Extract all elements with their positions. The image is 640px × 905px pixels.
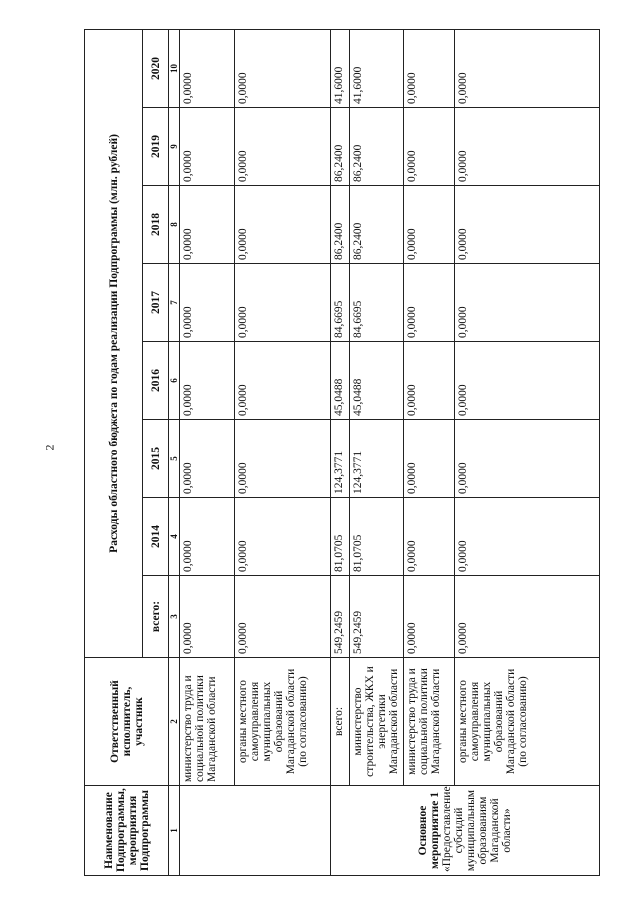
value-cell: 0,0000 xyxy=(180,29,235,107)
value-cell: 0,0000 xyxy=(180,108,235,186)
value-cell: 0,0000 xyxy=(455,342,600,420)
value-cell: 0,0000 xyxy=(404,342,455,420)
value-cell: 0,0000 xyxy=(235,342,331,420)
value-cell: 0,0000 xyxy=(235,264,331,342)
value-cell: 549,2459 xyxy=(331,576,350,658)
value-cell: 0,0000 xyxy=(235,498,331,576)
value-cell: 0,0000 xyxy=(455,498,600,576)
value-cell: 86,2400 xyxy=(331,186,350,264)
value-cell: 0,0000 xyxy=(455,186,600,264)
header-year: 2020 xyxy=(143,29,169,107)
column-index: 4 xyxy=(169,498,180,576)
value-cell: 549,2459 xyxy=(350,576,404,658)
column-index: 5 xyxy=(169,420,180,498)
value-cell: 86,2400 xyxy=(331,108,350,186)
value-cell: 0,0000 xyxy=(404,576,455,658)
value-cell: 45,0488 xyxy=(331,342,350,420)
column-index: 6 xyxy=(169,342,180,420)
value-cell: 86,2400 xyxy=(350,186,404,264)
responsible-cell: органы местного самоуправления муниципальных образований Магаданской области (по согласованию) xyxy=(455,658,600,786)
value-cell: 86,2400 xyxy=(350,108,404,186)
value-cell: 84,6695 xyxy=(350,264,404,342)
column-index: 2 xyxy=(169,658,180,786)
value-cell: 0,0000 xyxy=(180,342,235,420)
value-cell: 0,0000 xyxy=(404,108,455,186)
column-index: 10 xyxy=(169,29,180,107)
value-cell: 41,6000 xyxy=(331,29,350,107)
budget-table xyxy=(84,29,600,876)
column-index: 9 xyxy=(169,108,180,186)
header-responsible: Ответственный исполнитель, участник xyxy=(85,658,169,786)
header-year: 2017 xyxy=(143,264,169,342)
value-cell: 0,0000 xyxy=(235,420,331,498)
value-cell: 45,0488 xyxy=(350,342,404,420)
value-cell: 0,0000 xyxy=(455,576,600,658)
responsible-cell: министерство труда и социальной политики Магаданской области xyxy=(180,658,235,786)
page-number: 2 xyxy=(42,444,57,451)
value-cell: 0,0000 xyxy=(235,576,331,658)
value-cell: 0,0000 xyxy=(235,108,331,186)
column-index: 3 xyxy=(169,576,180,658)
column-index: 1 xyxy=(169,786,180,876)
header-year: 2019 xyxy=(143,108,169,186)
value-cell: 0,0000 xyxy=(235,186,331,264)
header-year: 2018 xyxy=(143,186,169,264)
value-cell: 0,0000 xyxy=(180,576,235,658)
responsible-cell: органы местного самоуправления муниципальных образований Магаданской области (по согласованию) xyxy=(235,658,331,786)
value-cell: 81,0705 xyxy=(350,498,404,576)
header-name: Наименование Подпрограммы, мероприятия Подпрограммы xyxy=(85,786,169,876)
column-index: 7 xyxy=(169,264,180,342)
header-total: всего: xyxy=(143,576,169,658)
value-cell: 0,0000 xyxy=(235,29,331,107)
value-cell: 124,3771 xyxy=(350,420,404,498)
value-cell: 0,0000 xyxy=(455,108,600,186)
event-1-title-text: «Предоставление субсидий муниципальным образованиям Магаданской области» xyxy=(441,786,513,872)
value-cell: 84,6695 xyxy=(331,264,350,342)
value-cell: 0,0000 xyxy=(404,29,455,107)
column-index: 8 xyxy=(169,186,180,264)
budget-table-rotated xyxy=(84,30,600,876)
header-year: 2016 xyxy=(143,342,169,420)
value-cell: 41,6000 xyxy=(350,29,404,107)
header-expenses: Расходы областного бюджета по годам реализации Подпрограммы (млн. рублей) xyxy=(85,29,143,657)
name-cell-empty xyxy=(180,786,331,876)
value-cell: 0,0000 xyxy=(180,186,235,264)
value-cell: 0,0000 xyxy=(404,186,455,264)
value-cell: 0,0000 xyxy=(404,420,455,498)
value-cell: 0,0000 xyxy=(180,498,235,576)
value-cell: 124,3771 xyxy=(331,420,350,498)
responsible-cell: министерство строительства, ЖКХ и энергетики Магаданской области xyxy=(350,658,404,786)
value-cell: 0,0000 xyxy=(404,264,455,342)
value-cell: 0,0000 xyxy=(455,420,600,498)
value-cell: 0,0000 xyxy=(180,264,235,342)
header-year: 2015 xyxy=(143,420,169,498)
value-cell: 0,0000 xyxy=(180,420,235,498)
header-year: 2014 xyxy=(143,498,169,576)
value-cell: 81,0705 xyxy=(331,498,350,576)
value-cell: 0,0000 xyxy=(455,29,600,107)
event-1-name xyxy=(331,786,600,876)
event-1-title-bold-2: мероприятие 1 xyxy=(429,792,441,869)
responsible-cell-total: всего: xyxy=(331,658,350,786)
responsible-cell: министерство труда и социальной политики Магаданской области xyxy=(404,658,455,786)
value-cell: 0,0000 xyxy=(404,498,455,576)
event-1-title-bold-1: Основное xyxy=(417,805,429,856)
value-cell: 0,0000 xyxy=(455,264,600,342)
